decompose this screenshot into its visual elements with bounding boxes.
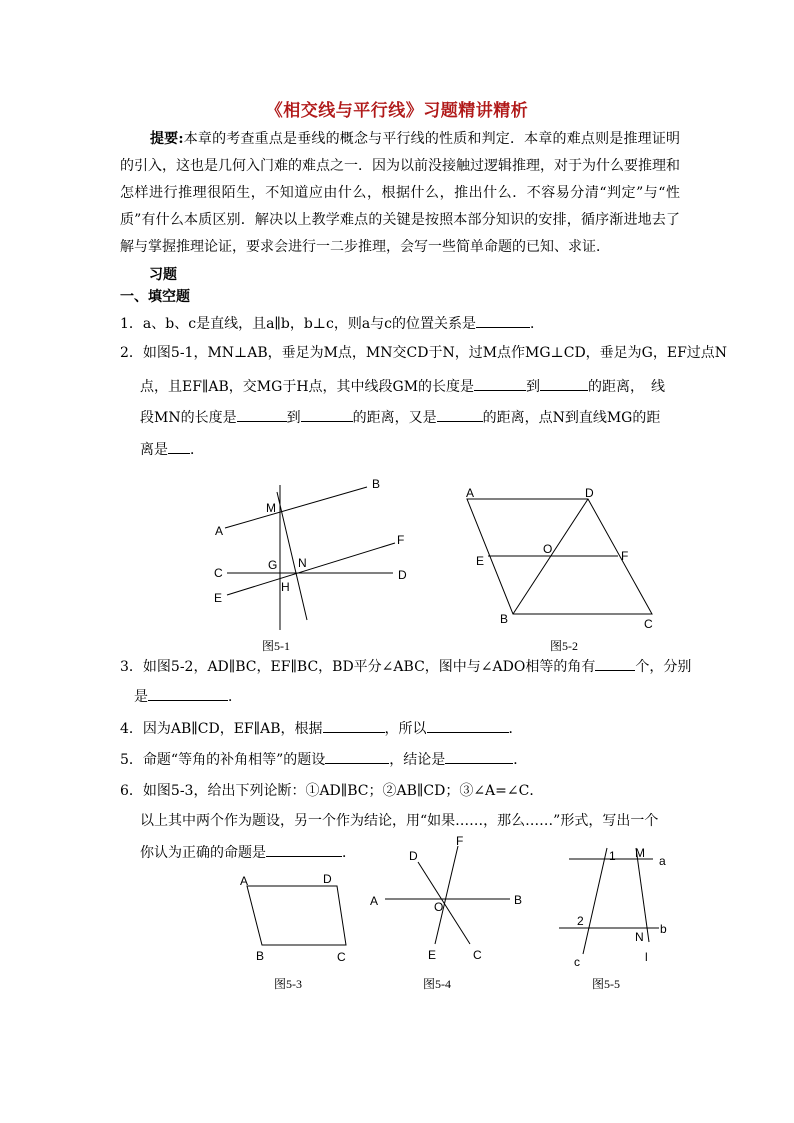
fig2-label-C: C	[644, 617, 653, 631]
q3-text-a: 3．如图5-2，AD∥BC，EF∥BC，BD平分∠ABC，图中与∠ADO相等的角有	[120, 659, 596, 675]
fig1-label-M: M	[266, 501, 276, 515]
q3-blank-2[interactable]	[148, 686, 228, 701]
fig2-label-B: B	[500, 612, 509, 626]
q4-text-b: ，所以	[384, 721, 427, 737]
q2-blank-1[interactable]	[474, 376, 526, 391]
question-6-line-2: 以上其中两个作为题设，另一个作为结论，用“如果……，那么……”形式，写出一个	[140, 813, 659, 829]
figure-5-3-caption: 图5-3	[274, 977, 302, 991]
fig1-label-A: A	[215, 524, 224, 538]
question-2-line-4	[140, 439, 204, 459]
fig5-label-N: N	[635, 930, 644, 944]
q2-text-c: 的距离， 线	[588, 379, 666, 395]
part1-label: 一、填空题	[120, 289, 190, 305]
q6-text-a: 你认为正确的命题是	[140, 845, 266, 861]
fig2-label-D: D	[585, 486, 594, 500]
question-3-line-1	[120, 656, 691, 676]
figure-5-2	[460, 482, 660, 632]
question-3-line-2	[134, 686, 242, 706]
figure-5-4	[365, 832, 535, 967]
q2-blank-6[interactable]	[168, 439, 190, 454]
figure-5-1-caption: 图5-1	[262, 639, 290, 653]
fig5-label-2: 2	[577, 914, 584, 928]
figure-5-4-caption: 图5-4	[423, 977, 451, 991]
figure-5-3	[236, 870, 356, 970]
question-5	[120, 749, 527, 769]
q4-text-a: 4．因为AB∥CD，EF∥AB，根据	[120, 721, 323, 737]
question-2-line-2	[140, 376, 665, 396]
figure-5-1	[205, 470, 425, 640]
line-EF	[227, 543, 395, 595]
q5-end: ．	[513, 752, 528, 768]
fig2-label-E: E	[476, 554, 485, 568]
question-6-line-1: 6．如图5-3，给出下列论断：①AD∥BC；②AB∥CD；③∠A=∠C．	[120, 783, 544, 799]
q3-end: ．	[228, 689, 242, 705]
q2-text-f: 的距离，又是	[352, 410, 437, 426]
q1-blank[interactable]	[476, 313, 530, 328]
q3-text-b: 个，分别	[635, 659, 692, 675]
line-AB	[225, 487, 367, 528]
fig1-label-N: N	[298, 556, 307, 570]
fig5-label-M: M	[635, 846, 645, 860]
fig5-label-l: l	[645, 950, 648, 964]
q4-blank-1[interactable]	[323, 718, 385, 733]
q2-blank-4[interactable]	[301, 407, 353, 422]
q1-number: 1．	[120, 316, 143, 332]
q2-blank-2[interactable]	[540, 376, 588, 391]
fig2-label-F: F	[621, 549, 629, 563]
summary-text: 本章的考查重点是垂线的概念与平行线的性质和判定．本章的难点则是推理证明的引入，这也是几何入门难的难点之一．因为以前没接触过逻辑推理，对于为什么要推理和怎样进行推理很陌生，不知道应由什么，根据什么，推出什么．不容易分清“判定”与“性质”有什么本质区别．解决以上教学难点的关键是按照本部分知识的安排，循序渐进地去了解与掌握推理论证，要求会进行一二步推理，会写一些简单命题的已知、求证．	[120, 131, 681, 255]
quadrilateral-ABCD	[247, 886, 346, 945]
q5-blank-1[interactable]	[325, 749, 389, 764]
q5-text-a: 5．命题“等角的补角相等”的题设	[120, 752, 326, 768]
question-2-line-3	[140, 407, 660, 427]
fig4-label-B: B	[514, 893, 523, 907]
q3-blank-1[interactable]	[595, 656, 635, 671]
fig4-label-D: D	[409, 849, 418, 863]
fig4-label-C: C	[473, 948, 482, 962]
fig1-label-H: H	[281, 580, 290, 594]
q6-end: ．	[342, 845, 356, 861]
fig1-label-G: G	[268, 558, 278, 572]
question-1	[120, 313, 544, 333]
fig5-label-c: c	[574, 955, 580, 969]
question-4	[120, 718, 523, 738]
fig1-label-C: C	[214, 566, 223, 580]
q1-text: a、b、c是直线，且a∥b，b⊥c，则a与c的位置关系是	[142, 316, 477, 332]
fig3-label-B: B	[256, 949, 265, 963]
fig1-label-E: E	[214, 591, 223, 605]
q3-text-c: 是	[134, 689, 148, 705]
q2-blank-3[interactable]	[237, 407, 287, 422]
fig1-label-D: D	[398, 568, 407, 582]
q2-text-b: 到	[526, 379, 541, 395]
fig5-label-b: b	[660, 922, 667, 936]
q2-end: ．	[190, 442, 204, 458]
q2-text-h: 离是	[140, 442, 168, 458]
figure-5-2-caption: 图5-2	[550, 639, 578, 653]
fig3-label-D: D	[323, 872, 332, 886]
q2-text-a: 点，且EF∥AB，交MG于H点，其中线段GM的长度是	[140, 379, 475, 395]
question-6-line-3	[140, 842, 356, 862]
q5-blank-2[interactable]	[445, 749, 513, 764]
fig5-label-1: 1	[609, 849, 616, 863]
q5-text-b: ，结论是	[389, 752, 446, 768]
q6-blank-1[interactable]	[266, 842, 342, 857]
q2-text-e: 到	[286, 410, 301, 426]
fig1-label-B: B	[372, 477, 381, 491]
figure-5-5-caption: 图5-5	[592, 977, 620, 991]
fig4-label-E: E	[428, 948, 437, 962]
q2-text-g: 的距离，点N到直线MG的距	[482, 410, 661, 426]
question-2-line-1: 2．如图5-1，MN⊥AB，垂足为M点，MN交CD于N，过M点作MG⊥CD，垂足为G，EF过点N	[120, 345, 728, 361]
section-label: 习题	[149, 267, 177, 283]
figure-5-5	[555, 840, 685, 970]
fig2-label-O: O	[543, 542, 553, 556]
q2-text-d: 段MN的长度是	[140, 410, 237, 426]
document-title: 《相交线与平行线》习题精讲精析	[265, 101, 529, 121]
summary-label: 提要:	[150, 131, 184, 147]
fig1-label-F: F	[397, 533, 405, 547]
q2-blank-5[interactable]	[437, 407, 483, 422]
line-c	[583, 848, 607, 954]
fig2-label-A: A	[466, 486, 475, 500]
fig4-label-A: A	[370, 894, 379, 908]
q4-blank-2[interactable]	[427, 718, 509, 733]
fig3-label-A: A	[240, 874, 249, 888]
summary-paragraph	[120, 126, 680, 261]
q4-end: ．	[508, 721, 523, 737]
fig3-label-C: C	[337, 950, 346, 964]
fig4-label-O: O	[434, 900, 444, 914]
line-DC	[418, 862, 470, 944]
q1-end: ．	[530, 316, 545, 332]
fig4-label-F: F	[456, 834, 464, 848]
fig5-label-a: a	[659, 854, 666, 868]
